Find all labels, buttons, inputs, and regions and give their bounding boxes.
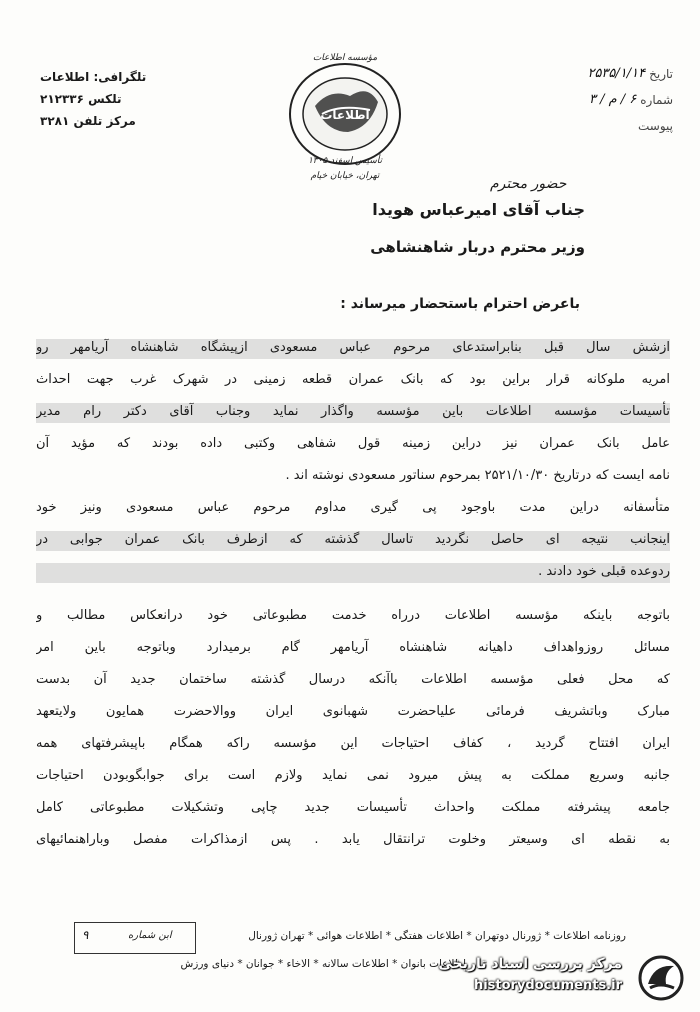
body-line: تأسیسات مؤسسه اطلاعات باین مؤسسه واگذار نماید وجناب آقای دکتر رام مدیر [36, 396, 670, 428]
salutation: باعرض احترام باستحضار میرساند : [340, 296, 580, 312]
number-value: ۶ / م / ۳ [588, 92, 637, 107]
telex-number: تلکس ۲۱۲۳۳۶ [40, 92, 122, 106]
body-line: جانبه وسریع مملکت به پیش میرود نمی نماید ولازم است برای جوابگوبودن احتیاجات [36, 768, 670, 783]
publications-list-line2: اطلاعات بانوان * اطلاعات سالانه * الاخاء * جوانان * دنیای ورزش [180, 958, 466, 970]
letter-body [36, 332, 670, 856]
letterhead-contact [40, 66, 180, 132]
body-line: متأسفانه دراین مدت باوجود پی گیری مداوم مرحوم عباس مسعودی ونیز خود [36, 500, 670, 515]
telegraph-address: تلگرافی: اطلاعات [40, 70, 147, 84]
attachment-row [538, 107, 673, 133]
continuation-number-label: ابن شماره [128, 930, 172, 941]
date-label: تاریخ [649, 67, 673, 81]
body-line: جامعه پیشرفته مملکت واحداث تأسیسات جدید چاپی وتشکیلات مطبوعاتی کامل [36, 800, 670, 815]
publications-list-line1: روزنامه اطلاعات * ژورنال دوتهران * اطلاعات هفتگی * اطلاعات هوائی * تهران ژورنال [248, 930, 626, 942]
body-line: ایران افتتاح گردید ، کفاف احتیاجات این مؤسسه راکه همگام باپیشرفتهای همه [36, 736, 670, 751]
ettelaat-seal-emblem [270, 36, 420, 186]
archive-watermark [430, 952, 692, 1004]
body-line: که محل فعلی مؤسسه اطلاعات باآنکه درسال گذشته ساختمان جدید آن بدست [36, 672, 670, 687]
body-line: ازشش سال قبل بنابراستدعای مرحوم عباس مسعودی ازپیشگاه شاهنشاه آریامهر رو [36, 332, 670, 364]
body-line: اینجانب نتیجه ای حاصل نگردید تاسال گذشته که ازطرف بانک عمران جوابی در [36, 524, 670, 556]
body-line: به نقطه ای وسیعتر وخلوت ترانتقال یابد . پس ازمذاکرات مفصل وباراهنمائیهای [36, 832, 670, 847]
number-row [538, 81, 673, 107]
attachment-label: پیوست [638, 119, 673, 133]
seal-top-text: مؤسسه اطلاعات [312, 53, 378, 63]
body-line: عامل بانک عمران نیز دراین زمینه قول شفاهی وکتبی داده بودند که مؤید آن [36, 436, 670, 451]
body-line: باتوجه باینکه مؤسسه اطلاعات درراه خدمت مطبوعاتی خود درانعکاس مطالب و [36, 608, 670, 623]
seal-address-text: تهران، خیابان خیام [310, 171, 380, 181]
archive-logo-icon [634, 954, 688, 1002]
watermark-url: historydocuments.ir [473, 978, 622, 993]
phone-center: مرکز تلفن ۳۲۸۱ [40, 114, 136, 128]
body-line: نامه ایست که درتاریخ ۲۵۲۱/۱۰/۳۰ بمرحوم سناتور مسعودی نوشته اند . [285, 468, 670, 483]
seal-center-text: اطلاعات [320, 108, 370, 122]
addressee-title: وزیر محترم دربار شاهنشاهی [370, 238, 585, 256]
date-value: ۲۵۳۵/۱/۱۴ [587, 66, 646, 81]
body-line: ردوعده قبلی خود دادند . [36, 556, 670, 588]
letter-reference-block [538, 55, 673, 133]
body-line: امریه ملوکانه قرار براین بود که بانک عمران قطعه زمینی در شهرک غرب جهت احداث [36, 372, 670, 387]
addressee-name: جناب آقای امیرعباس هویدا [372, 200, 585, 219]
handwritten-note: حضور محترم [490, 176, 567, 192]
watermark-title: مرکز بررسی اسناد تاریخی [438, 956, 622, 972]
seal-founded-text: تأسیس اسفند ۱۳۰۵ [307, 156, 383, 166]
date-row [538, 55, 673, 81]
body-line: مبارک وباتشریف فرمائی علیاحضرت شهبانوی ایران ووالاحضرت همایون ولایتعهد [36, 704, 670, 719]
body-line: مسائل روزواهداف داهیانه شاهنشاه آریامهر گام برمیدارد وباتوجه باین امر [36, 640, 670, 655]
number-label: شماره [640, 93, 673, 107]
continuation-number-value: ۹ [82, 928, 89, 942]
